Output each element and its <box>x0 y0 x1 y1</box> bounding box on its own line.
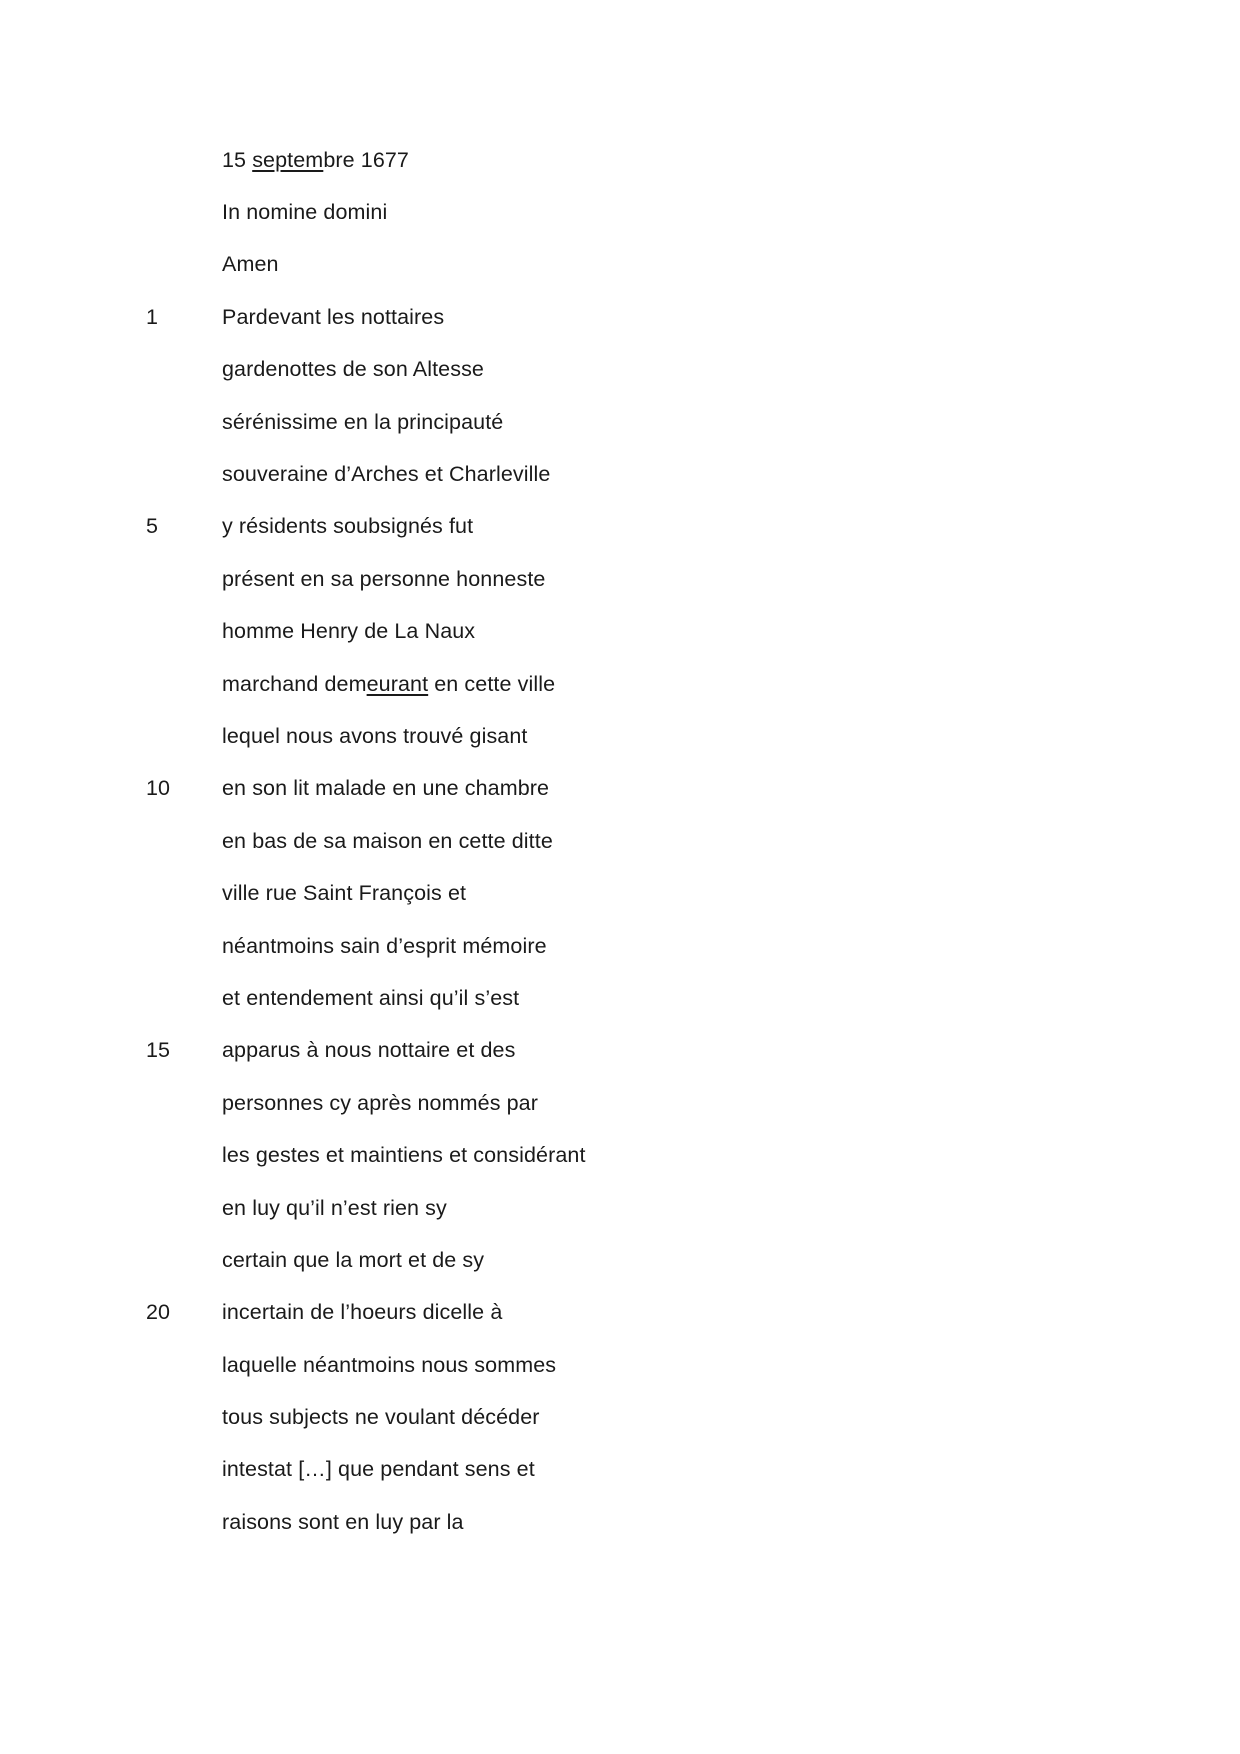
text-segment: incertain de l’hoeurs dicelle à <box>222 1300 503 1325</box>
transcription-line <box>146 1025 1120 1077</box>
line-number: 20 <box>146 1300 171 1325</box>
line-number: 1 <box>146 304 159 329</box>
text-segment: personnes cy après nommés par <box>222 1090 538 1115</box>
text-segment: néantmoins sain d’esprit mémoire <box>222 933 547 958</box>
line-text <box>222 1143 586 1168</box>
transcription-line <box>146 1287 1120 1339</box>
line-text <box>222 672 555 697</box>
line-number: 15 <box>146 1038 171 1063</box>
line-text <box>222 305 444 330</box>
transcription-line <box>146 448 1120 500</box>
text-segment: présent en sa personne honneste <box>222 566 546 591</box>
text-segment: en bas de sa maison en cette ditte <box>222 828 553 853</box>
text-segment: raisons sont en luy par la <box>222 1509 464 1534</box>
transcription-line <box>146 553 1120 605</box>
line-text <box>222 1248 484 1273</box>
transcription-line <box>146 1129 1120 1181</box>
transcription-line <box>146 291 1120 343</box>
line-text <box>222 1457 535 1482</box>
line-text <box>222 724 528 749</box>
line-number: 5 <box>146 514 159 539</box>
text-segment: sérénissime en la principauté <box>222 409 504 434</box>
transcription-line <box>146 1496 1120 1548</box>
text-segment: laquelle néantmoins nous sommes <box>222 1352 557 1377</box>
text-segment: Amen <box>222 252 279 277</box>
transcription-line <box>146 501 1120 553</box>
transcription-line <box>146 396 1120 448</box>
transcription-line <box>146 815 1120 867</box>
line-text <box>222 1510 464 1535</box>
transcription-line <box>146 710 1120 762</box>
header-line <box>146 186 1120 238</box>
transcription-line <box>146 1391 1120 1443</box>
text-segment: lequel nous avons trouvé gisant <box>222 723 528 748</box>
line-text <box>222 410 503 435</box>
transcription-line <box>146 344 1120 396</box>
line-text <box>222 1038 515 1063</box>
text-segment: In nomine domini <box>222 200 388 225</box>
text-segment: homme Henry de La Naux <box>222 619 476 644</box>
transcription-text-block <box>146 134 1120 1549</box>
transcription-line <box>146 658 1120 710</box>
line-text <box>222 829 553 854</box>
line-text <box>222 1353 556 1378</box>
transcription-line <box>146 867 1120 919</box>
underlined-text-segment: septem <box>252 147 324 172</box>
text-segment: en luy qu’il n’est rien sy <box>222 1195 447 1220</box>
text-segment: certain que la mort et de sy <box>222 1247 485 1272</box>
line-text <box>222 986 519 1011</box>
text-segment: en son lit malade en une chambre <box>222 776 550 801</box>
line-text <box>222 619 475 644</box>
line-text <box>222 1091 538 1116</box>
text-segment: 15 <box>222 147 253 172</box>
transcription-line <box>146 1234 1120 1286</box>
text-segment: intestat […] que pendant sens et <box>222 1457 535 1482</box>
line-text <box>222 1300 502 1325</box>
text-segment: souveraine d’Arches et Charleville <box>222 462 551 487</box>
text-segment: y résidents soubsignés fut <box>222 514 474 539</box>
line-text <box>222 1196 447 1221</box>
transcription-line <box>146 1182 1120 1234</box>
transcription-line <box>146 763 1120 815</box>
text-segment: ville rue Saint François et <box>222 881 467 906</box>
line-number: 10 <box>146 776 171 801</box>
text-segment: marchand dem <box>222 671 367 696</box>
line-text <box>222 881 466 906</box>
line-text <box>222 462 550 487</box>
transcription-line <box>146 920 1120 972</box>
line-text <box>222 567 545 592</box>
header-line <box>146 134 1120 186</box>
line-text <box>222 200 387 225</box>
text-segment: gardenottes de son Altesse <box>222 357 484 382</box>
text-segment: Pardevant les nottaires <box>222 304 445 329</box>
line-text <box>222 148 409 173</box>
transcription-line <box>146 606 1120 658</box>
line-text <box>222 514 473 539</box>
text-segment: bre 1677 <box>323 147 409 172</box>
transcription-line <box>146 1444 1120 1496</box>
text-segment: et entendement ainsi qu’il s’est <box>222 985 520 1010</box>
text-segment: en cette ville <box>428 671 556 696</box>
text-segment: les gestes et maintiens et considérant <box>222 1143 586 1168</box>
header-line <box>146 239 1120 291</box>
line-text <box>222 934 547 959</box>
line-text <box>222 357 484 382</box>
transcription-line <box>146 972 1120 1024</box>
line-text <box>222 776 549 801</box>
line-text <box>222 1405 540 1430</box>
text-segment: apparus à nous nottaire et des <box>222 1038 516 1063</box>
transcription-line <box>146 1077 1120 1129</box>
transcription-line <box>146 1339 1120 1391</box>
underlined-text-segment: eurant <box>366 671 429 696</box>
line-text <box>222 252 279 277</box>
text-segment: tous subjects ne voulant décéder <box>222 1405 540 1430</box>
